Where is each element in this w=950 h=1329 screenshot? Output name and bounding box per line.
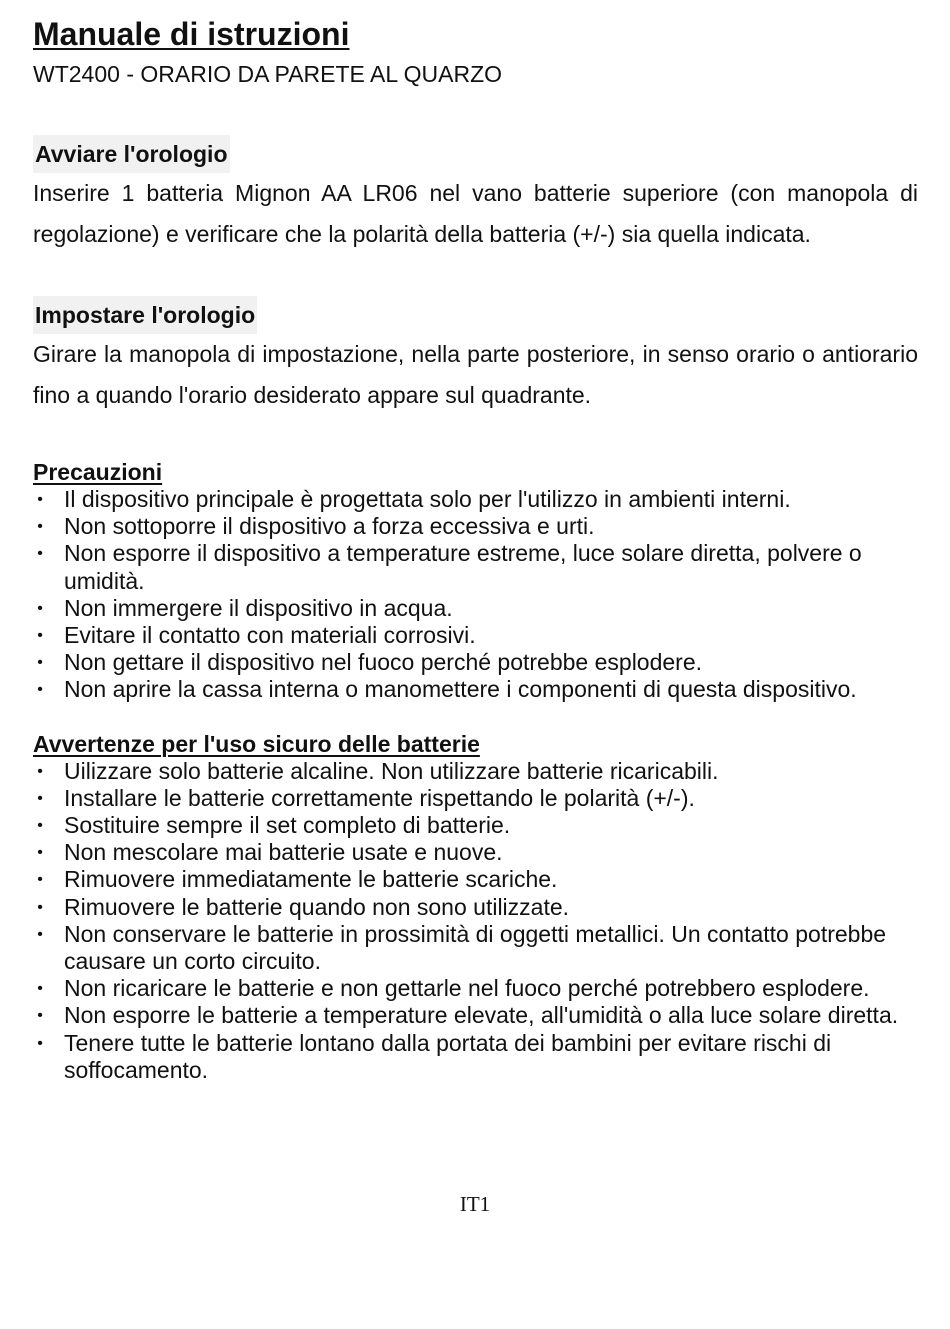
list-item-text: Uilizzare solo batterie alcaline. Non utilizzare batterie ricaricabili. [64,757,719,784]
list-item-text: Non aprire la cassa interna o manomettere i componenti di questa dispositivo. [64,676,857,703]
list-item [33,894,918,921]
bullet-icon: • [37,925,43,943]
list-item [33,921,918,975]
section-heading-text: Impostare l'orologio [33,296,257,334]
bullet-icon: • [37,844,43,862]
bullet-icon: • [37,762,43,780]
list-item-text: Tenere tutte le batterie lontano dalla portata dei bambini per evitare rischi di soffocamento. [64,1029,832,1083]
bullet-icon: • [37,898,43,916]
bullet-icon: • [37,491,43,508]
section-paragraph: Girare la manopola di impostazione, nella parte posteriore, in senso orario o antiorario fino a quando l'orario desiderato appare sul quadrante. [33,341,918,408]
manual-page [33,14,918,1084]
list-item [33,839,918,866]
bullet-icon: • [37,654,43,672]
list-item [33,595,918,622]
page-number: IT1 [459,1192,491,1216]
bullet-icon: • [37,681,43,699]
bullet-icon: • [37,980,43,998]
list-item [33,622,918,649]
list-item [33,812,918,839]
precautions-list [33,486,918,704]
section-heading: Precauzioni [33,459,163,485]
list-item-text: Non conservare le batterie in prossimità di oggetti metallici. Un contatto potrebbe causare un corto circuito. [64,920,887,975]
bullet-icon: • [37,871,43,889]
section-start-clock [33,135,918,255]
list-item [33,1002,918,1029]
list-item-text: Non esporre le batterie a temperature elevate, all'umidità o alla luce solare diretta. [64,1002,899,1029]
list-item [33,676,918,703]
list-item-text: Evitare il contatto con materiali corrosivi. [64,622,476,649]
bullet-icon: • [37,599,43,617]
bullet-icon: • [37,545,43,563]
section-heading: Avvertenze per l'uso sicuro delle batterie [33,730,480,757]
list-item [33,975,918,1002]
list-item-text: Rimuovere le batterie quando non sono utilizzate. [64,893,570,920]
bullet-icon: • [37,1034,43,1052]
list-item [33,513,918,540]
section-paragraph: Inserire 1 batteria Mignon AA LR06 nel vano batterie superiore (con manopola di regolazione) e verificare che la polarità della batteria (+/-) sia quella indicata. [33,180,918,247]
bullet-icon: • [37,789,43,807]
list-item [33,486,918,513]
section-heading [33,135,918,173]
battery-safety-list [33,758,918,1084]
list-item-text: Non sottoporre il dispositivo a forza eccessiva e urti. [64,513,595,540]
list-item [33,1030,918,1084]
bullet-icon: • [37,1007,43,1025]
list-item-text: Non ricaricare le batterie e non gettarle nel fuoco perché potrebbero esplodere. [64,975,870,1002]
section-heading-text: Avviare l'orologio [33,135,230,173]
list-item [33,649,918,676]
section-battery-safety [33,731,918,1084]
bullet-icon: • [37,817,43,835]
bullet-icon: • [37,627,43,645]
list-item-text: Installare le batterie correttamente rispettando le polarità (+/-). [64,784,695,811]
document-subtitle: WT2400 - ORARIO DA PARETE AL QUARZO [33,61,503,87]
list-item-text: Non gettare il dispositivo nel fuoco perché potrebbe esplodere. [64,649,703,676]
list-item [33,785,918,812]
list-item-text: Non mescolare mai batterie usate e nuove. [64,839,503,866]
section-heading [33,296,918,334]
list-item-text: Sostituire sempre il set completo di batterie. [64,812,511,839]
list-item-text: Non immergere il dispositivo in acqua. [64,594,453,621]
list-item [33,540,918,594]
section-precautions [33,458,918,704]
list-item-text: Il dispositivo principale è progettata solo per l'utilizzo in ambienti interni. [64,486,791,512]
list-item [33,758,918,785]
list-item-text: Rimuovere immediatamente le batterie scariche. [64,866,558,893]
bullet-icon: • [37,518,43,536]
list-item-text: Non esporre il dispositivo a temperature estreme, luce solare diretta, polvere o umidità. [64,540,862,594]
document-title: Manuale di istruzioni [33,16,350,52]
section-set-clock [33,296,918,416]
list-item [33,866,918,893]
